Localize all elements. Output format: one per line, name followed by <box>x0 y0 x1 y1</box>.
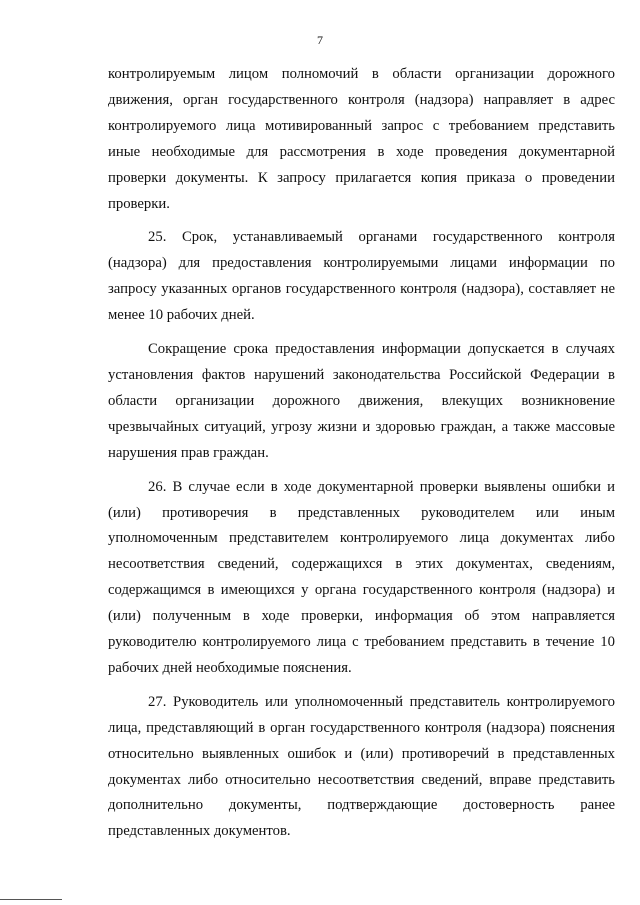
paragraph-continuation: контролируемым лицом полномочий в области организации дорожного движения, орган государственного контроля (надзора) направляет в адрес контролируемого лица мотивированный запрос с требованием представить иные необходимые для рассмотрения в ходе проведения документарной проверки документы. К запросу прилагается копия приказа о проведении проверки. <box>108 66 615 212</box>
document-body <box>108 62 615 845</box>
paragraph-26: 26. В случае если в ходе документарной проверки выявлены ошибки и (или) противоречия в представленных руководителем или иным уполномоченным представителем контролируемого лица документах либо несоответствия сведений, содержащихся в этих документах, сведениям, содержащимся в имеющихся у органа государственного контроля (надзора) и (или) полученным в ходе проверки, информация об этом направляется руководителю контролируемого лица с требованием представить в течение 10 рабочих дней необходимые пояснения. <box>108 478 615 676</box>
paragraph-25: 25. Срок, устанавливаемый органами государственного контроля (надзора) для предоставления контролируемыми лицами информации по запросу указанных органов государственного контроля (надзора), составляет не менее 10 рабочих дней. <box>108 229 615 324</box>
footnote-separator <box>0 899 62 900</box>
paragraph-25-reduction: Сокращение срока предоставления информации допускается в случаях установления фактов нарушений законодательства Российской Федерации в области организации дорожного движения, влекущих возникновение чрезвычайных ситуаций, угрозу жизни и здоровью граждан, а также массовые нарушения прав граждан. <box>108 341 615 461</box>
page-number: 7 <box>317 33 323 47</box>
paragraph-27: 27. Руководитель или уполномоченный представитель контролируемого лица, представляющий в орган государственного контроля (надзора) пояснения относительно выявленных ошибок и (или) противоречий в представленных документах либо относительно несоответствия сведений, вправе представить дополнительно документы, подтверждающие достоверность ранее представленных документов. <box>108 693 615 840</box>
